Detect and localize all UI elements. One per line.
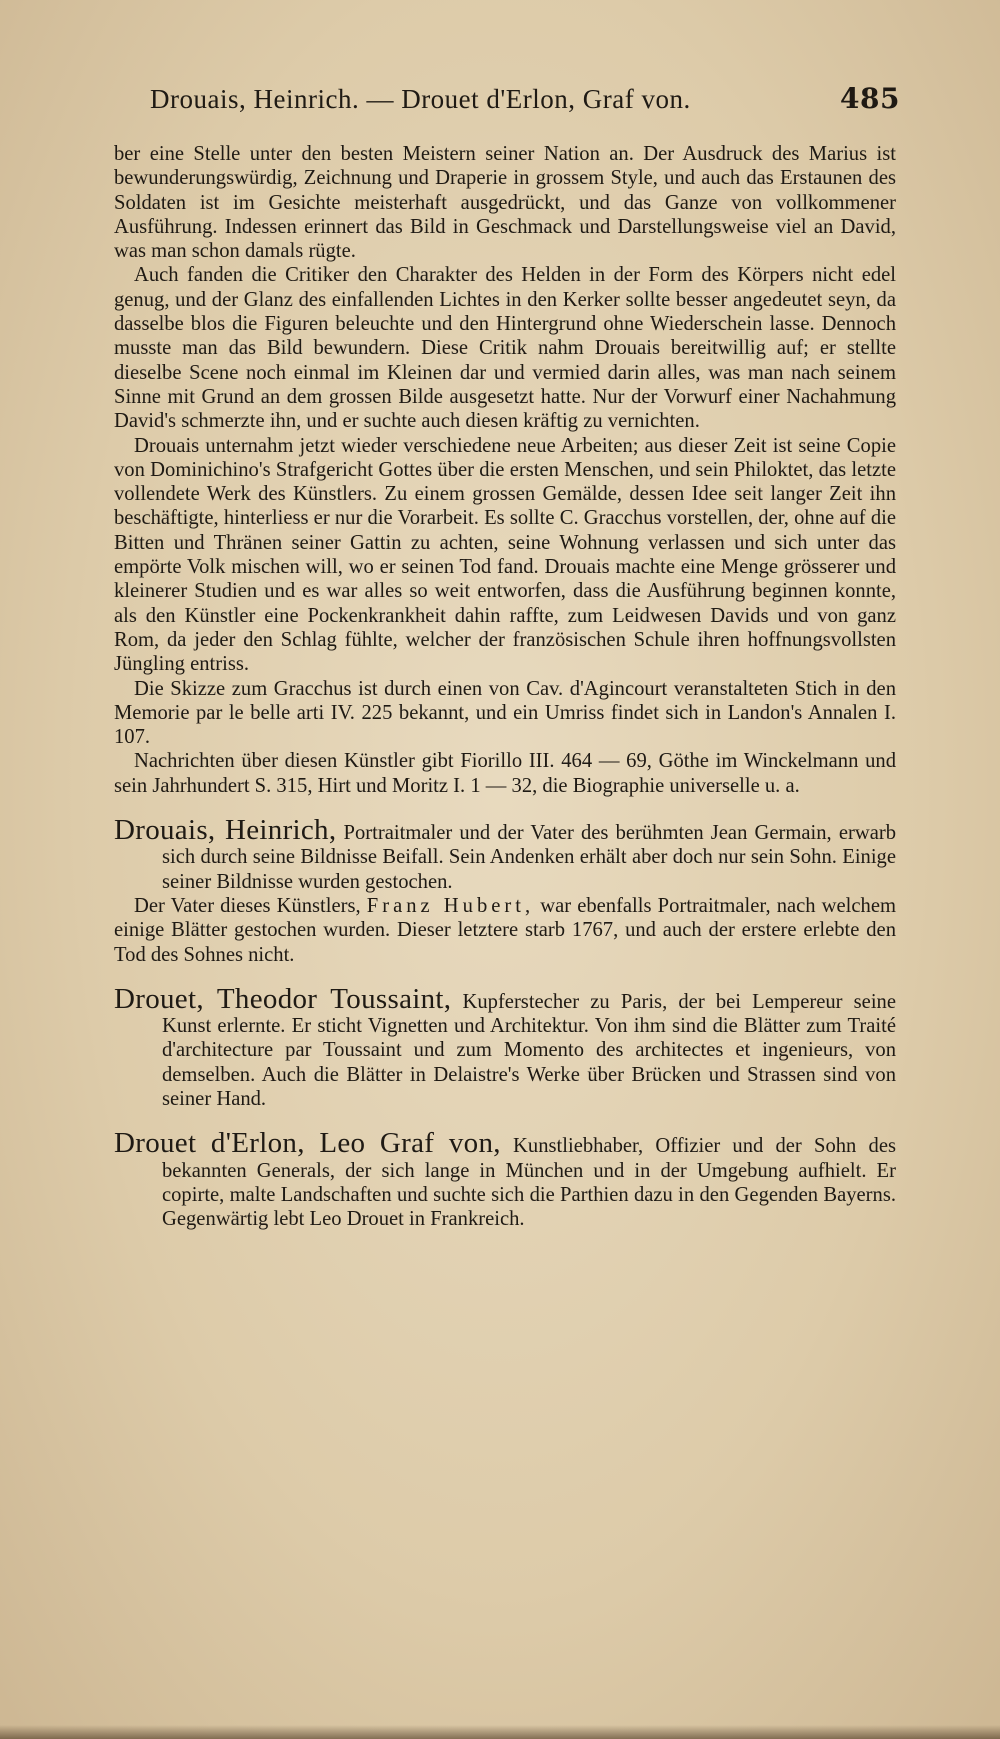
paragraph-sources: Nachrichten über diesen Künstler gibt Fiorillo III. 464 — 69, Göthe im Winckelmann und sein Jahrhundert S. 315, Hirt und Moritz I. 1 — 32, die Biographie universelle u. a. [114, 750, 896, 797]
person-name: Franz Hubert, [366, 894, 535, 917]
paragraph-later-works: Drouais unternahm jetzt wieder verschiedene neue Arbeiten; aus dieser Zeit ist seine Copie von Dominichino's Strafgericht Gottes über die ersten Menschen, und sein Philoktet, das letzte vollendete Werk des Künstlers. Zu einem grossen Gemälde, dessen Idee seit langer Zeit ihn beschäftigte, hinterliess er nur die Vorarbeit. Es sollte C. Gracchus vorstellen, der, ohne auf die Bitten und Thränen seiner Gattin zu achten, seine Wohnung verlassen und sich unter das empörte Volk mischen will, wo er seinen Tod fand. Drouais machte eine Menge grösserer und kleinerer Studien und es war alles so weit entworfen, dass die Ausführung beginnen konnte, als den Künstler eine Pockenkrankheit dahin raffte, zum Leidwesen Davids und von ganz Rom, da jeder den Schlag fühlte, welcher der französischen Schule ihren hoffnungsvollsten Jüngling entriss. [114, 434, 896, 676]
entry-drouet-theodor [114, 982, 896, 1111]
entry-drouais-heinrich [114, 814, 896, 894]
entry-headword: Drouet, Theodor Toussaint, [114, 982, 452, 1015]
entry-headword: Drouais, Heinrich, [114, 814, 337, 847]
entry-text: Kupferstecher zu Paris, der bei Lempereur seine Kunst erlernte. Er sticht Vignetten und Architektur. Von ihm sind die Blätter zum Traité d'architecture par Toussaint und zum Momento des architectes et ingenieurs, von demselben. Auch die Blätter in Delaistre's Werke über Brücken und Strassen sind von seiner Hand. [162, 990, 896, 1110]
entry-headword: Drouet d'Erlon, Leo Graf von, [114, 1127, 501, 1160]
paragraph-sketch: Die Skizze zum Gracchus ist durch einen von Cav. d'Agincourt veranstalteten Stich in den Memorie par le belle arti IV. 225 bekannt, und ein Umriss findet sich in Landon's Annalen I. 107. [114, 677, 896, 749]
paragraph-continuation: ber eine Stelle unter den besten Meistern seiner Nation an. Der Ausdruck des Marius ist bewunderungswürdig, Zeichnung und Draperie in grossem Style, und auch das Erstaunen des Soldaten ist im Gesichte meisterhaft ausgedrückt, und das Ganze von vollkommener Ausführung. Indessen erinnert das Bild in Geschmack und Darstellungsweise viel an David, was man schon damals rügte. [114, 143, 896, 263]
page-body [114, 142, 896, 1231]
page-edge-shadow [0, 1725, 1000, 1739]
page-number: 485 [840, 82, 900, 115]
entry-text: Portraitmaler und der Vater des berühmten Jean Germain, erwarb sich durch seine Bildnisse Beifall. Sein Andenken erhält aber doch nur sein Sohn. Einige seiner Bildnisse wurden gestochen. [162, 822, 896, 893]
entry-text: Kunstliebhaber, Offizier und der Sohn des bekannten Generals, der sich lange in München und in der Umgebung aufhielt. Er copirte, malte Landschaften und suchte sich die Parthien dazu in den Gegenden Bayerns. Gegenwärtig lebt Leo Drouet in Frankreich. [162, 1135, 896, 1231]
header-title: Drouais, Heinrich. — Drouet d'Erlon, Graf von. [150, 84, 691, 114]
paragraph-critics: Auch fanden die Critiker den Charakter des Helden in der Form des Körpers nicht edel genug, und der Glanz des einfallenden Lichtes in den Kerker sollte besser angedeutet seyn, da dasselbe blos die Figuren beleuchte und den Hintergrund ohne Wiederschein lasse. Dennoch musste man das Bild bewundern. Diese Critik nahm Drouais bereitwillig auf; er stellte dieselbe Scene noch einmal im Kleinen dar und vermied darin alles, was man nach seinem Sinne mit Grund an dem grossen Bilde ausgesetzt hatte. Nur der Vorwurf einer Nachahmung David's schmerzte ihn, und er suchte auch diesen kräftig zu vernichten. [114, 264, 896, 433]
entry-extra: Der Vater dieses Künstlers, Franz Hubert, war ebenfalls Portraitmaler, nach welchem einige Blätter gestochen wurden. Dieser letztere starb 1767, und auch der erstere erlebte den Tod des Sohnes nicht. [114, 894, 896, 966]
entry-drouet-derlon [114, 1127, 896, 1231]
running-header [150, 82, 900, 115]
